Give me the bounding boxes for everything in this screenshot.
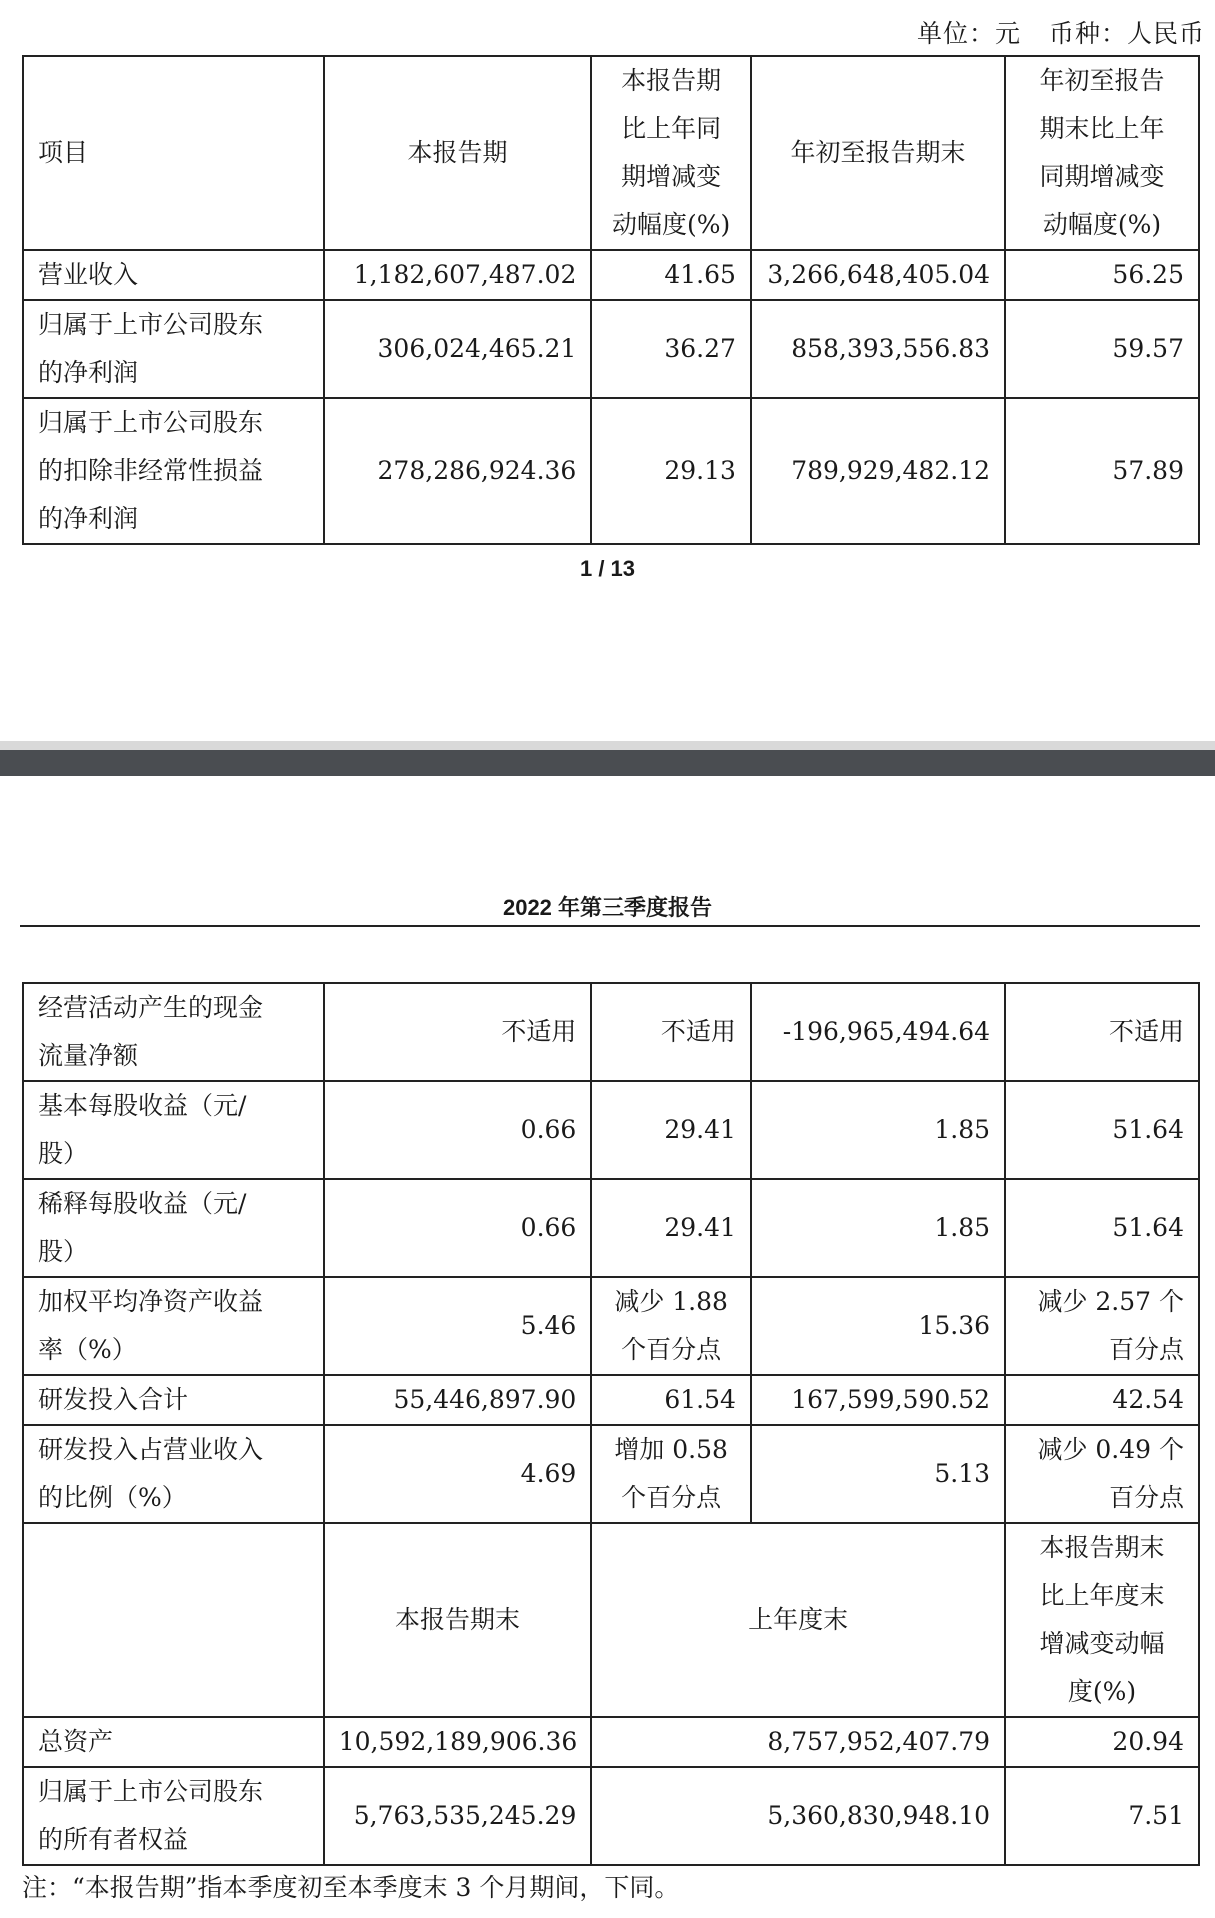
table-row: [23, 1717, 1199, 1767]
cell-line: 5.46: [520, 1311, 577, 1340]
row-item: [23, 1179, 324, 1277]
cell-line: 29.41: [664, 1213, 736, 1242]
cell-line: 比上年度末: [1039, 1581, 1165, 1610]
cell-ytd-change: [1005, 1179, 1199, 1277]
cell-ytd-change: 59.57: [1005, 300, 1199, 398]
row-item: [23, 983, 324, 1081]
cell-prior-year-end: 5,360,830,948.10: [591, 1767, 1005, 1865]
cell-line: 总资产: [38, 1727, 114, 1756]
cell-current-change: [591, 1277, 751, 1375]
table-row: [23, 1425, 1199, 1523]
cell-line: 167,599,590.52: [791, 1385, 991, 1414]
cell-current: 1,182,607,487.02: [324, 250, 592, 300]
cell-ytd: [751, 1277, 1005, 1375]
cell-current: 278,286,924.36: [324, 398, 592, 544]
cell-line: 51.64: [1112, 1115, 1184, 1144]
cell-line: 减少 0.49 个: [1037, 1435, 1184, 1464]
cell-current-change: [591, 983, 751, 1081]
cell-ytd: [751, 1081, 1005, 1179]
cell-line: -196,965,494.64: [782, 1017, 991, 1046]
cell-line: 期增减变: [621, 162, 722, 191]
balance-header-row: [23, 1523, 1199, 1717]
cell-current-change: [591, 1081, 751, 1179]
cell-period-end: 10,592,189,906.36: [324, 1717, 592, 1767]
cell-line: 稀释每股收益（元/: [38, 1189, 247, 1218]
table-row: [23, 250, 1199, 300]
cell-line: 51.64: [1112, 1213, 1184, 1242]
cell-current-change: 36.27: [591, 300, 751, 398]
cell-line: 经营活动产生的现金: [38, 993, 264, 1022]
cell-current-change: [591, 1425, 751, 1523]
header-current-period: [324, 56, 592, 250]
row-item: [23, 1767, 324, 1865]
cell-line: 流量净额: [38, 1041, 139, 1070]
table-row: [23, 1375, 1199, 1425]
cell-line: 比上年同: [621, 114, 722, 143]
cell-period-end: 5,763,535,245.29: [324, 1767, 592, 1865]
cell-ytd-change: 56.25: [1005, 250, 1199, 300]
cell-line: 4.69: [520, 1459, 577, 1488]
cell-current: [324, 1081, 592, 1179]
cell-ytd-change: 57.89: [1005, 398, 1199, 544]
cell-ytd: [751, 1375, 1005, 1425]
cell-line: 减少 2.57 个: [1037, 1287, 1184, 1316]
header-rule: [20, 925, 1200, 927]
cell-line: 度(%): [1067, 1677, 1137, 1706]
cell-line: 增减变动幅: [1039, 1629, 1165, 1658]
header-ytd: [751, 56, 1005, 250]
header-ytd-change: [1005, 56, 1199, 250]
cell-line: 0.66: [520, 1115, 577, 1144]
cell-current-change: 29.13: [591, 398, 751, 544]
financial-summary-table: [22, 55, 1200, 545]
row-item: [23, 398, 324, 544]
cell-line: 期末比上年: [1039, 114, 1165, 143]
row-item: [23, 300, 324, 398]
cell-line: 本报告期末: [1039, 1533, 1165, 1562]
cell-ytd-change: [1005, 1081, 1199, 1179]
cell-ytd: 789,929,482.12: [751, 398, 1005, 544]
cell-current: [324, 1425, 592, 1523]
cell-current: 306,024,465.21: [324, 300, 592, 398]
table-row: [23, 1277, 1199, 1375]
cell-line: 同期增减变: [1039, 162, 1165, 191]
cell-line: 不适用: [660, 1017, 736, 1046]
cell-line: 不适用: [1108, 1017, 1184, 1046]
cell-ytd-change: [1005, 1425, 1199, 1523]
cell-line: 动幅度(%): [612, 210, 731, 239]
cell-line: 百分点: [1108, 1483, 1184, 1512]
header-current-change: [591, 56, 751, 250]
cell-line: 1.85: [934, 1115, 991, 1144]
cell-ytd-change: [1005, 983, 1199, 1081]
cell-line: 55,446,897.90: [393, 1385, 577, 1414]
cell-line: 股）: [38, 1237, 89, 1266]
cell-ytd: 3,266,648,405.04: [751, 250, 1005, 300]
cell-current: [324, 1179, 592, 1277]
header-prior-year-end: 上年度末: [591, 1523, 1005, 1717]
page-gap-shadow: [0, 741, 1215, 750]
cell-line: 0.66: [520, 1213, 577, 1242]
cell-line: 本报告期: [407, 138, 508, 167]
cell-line: 的净利润: [38, 358, 139, 387]
cell-line: 的比例（%）: [38, 1483, 187, 1512]
cell-current-change: 41.65: [591, 250, 751, 300]
row-item: [23, 1375, 324, 1425]
table-body: [23, 250, 1199, 544]
table-header-row: [23, 56, 1199, 250]
cell-ytd: [751, 983, 1005, 1081]
cell-change: 20.94: [1005, 1717, 1199, 1767]
cell-line: 的扣除非经常性损益: [38, 456, 264, 485]
row-item: [23, 1425, 324, 1523]
header-period-end: 本报告期末: [324, 1523, 592, 1717]
cell-line: 率（%）: [38, 1335, 137, 1364]
row-item: [23, 1081, 324, 1179]
row-item: [23, 1717, 324, 1767]
cell-line: 61.54: [664, 1385, 736, 1414]
table-body: [23, 983, 1199, 1865]
cell-line: 股）: [38, 1139, 89, 1168]
cell-line: 的净利润: [38, 504, 139, 533]
cell-change: 7.51: [1005, 1767, 1199, 1865]
table-row: [23, 1767, 1199, 1865]
cell-line: 增加 0.58: [614, 1435, 728, 1464]
cell-current: [324, 983, 592, 1081]
table-row: [23, 398, 1199, 544]
table-row: [23, 1081, 1199, 1179]
cell-line: 归属于上市公司股东: [38, 310, 264, 339]
cell-line: 归属于上市公司股东: [38, 1777, 264, 1806]
cell-line: 营业收入: [38, 260, 139, 289]
cell-ytd-change: [1005, 1277, 1199, 1375]
cell-line: 42.54: [1112, 1385, 1184, 1414]
cell-current: [324, 1277, 592, 1375]
cell-current-change: [591, 1179, 751, 1277]
cell-line: 的所有者权益: [38, 1825, 189, 1854]
cell-line: 29.41: [664, 1115, 736, 1144]
currency-label: 币种：人民币: [1048, 19, 1205, 48]
cell-line: 研发投入合计: [38, 1385, 189, 1414]
table-row: [23, 1179, 1199, 1277]
cell-line: 1.85: [934, 1213, 991, 1242]
cell-ytd: [751, 1425, 1005, 1523]
table-row: [23, 300, 1199, 398]
header-item: 项目: [23, 56, 324, 250]
cell-line: 不适用: [501, 1017, 577, 1046]
cell-line: 年初至报告期末: [790, 138, 966, 167]
cell-prior-year-end: 8,757,952,407.79: [591, 1717, 1005, 1767]
header-change: [1005, 1523, 1199, 1717]
cell-line: 研发投入占营业收入: [38, 1435, 264, 1464]
cell-ytd: 858,393,556.83: [751, 300, 1005, 398]
unit-label: 单位：元: [916, 19, 1021, 48]
page-separator: [0, 750, 1215, 776]
cell-line: 本报告期: [621, 66, 722, 95]
cell-line: 动幅度(%): [1042, 210, 1162, 239]
cell-line: 归属于上市公司股东: [38, 408, 264, 437]
financial-summary-table-continued: [22, 982, 1200, 1866]
row-item: [23, 1277, 324, 1375]
row-item: [23, 250, 324, 300]
cell-line: 减少 1.88: [614, 1287, 728, 1316]
cell-ytd: [751, 1179, 1005, 1277]
cell-line: 个百分点: [621, 1483, 722, 1512]
cell-current: [324, 1375, 592, 1425]
cell-line: 基本每股收益（元/: [38, 1091, 247, 1120]
cell-ytd-change: [1005, 1375, 1199, 1425]
table-row: [23, 983, 1199, 1081]
cell-current-change: [591, 1375, 751, 1425]
cell-line: 15.36: [918, 1311, 991, 1340]
cell-line: 个百分点: [621, 1335, 722, 1364]
cell-line: 百分点: [1108, 1335, 1184, 1364]
header-item-blank: [23, 1523, 324, 1717]
unit-currency-line: [0, 14, 1205, 50]
page-number: 1 / 13: [579, 556, 636, 581]
report-running-header: 2022 年第三季度报告: [502, 895, 713, 920]
cell-line: 5.13: [934, 1459, 991, 1488]
cell-line: 年初至报告: [1039, 66, 1165, 95]
cell-line: 加权平均净资产收益: [38, 1287, 264, 1316]
footnote: 注：“本报告期”指本季度初至本季度末 3 个月期间，下同。: [22, 1873, 680, 1902]
